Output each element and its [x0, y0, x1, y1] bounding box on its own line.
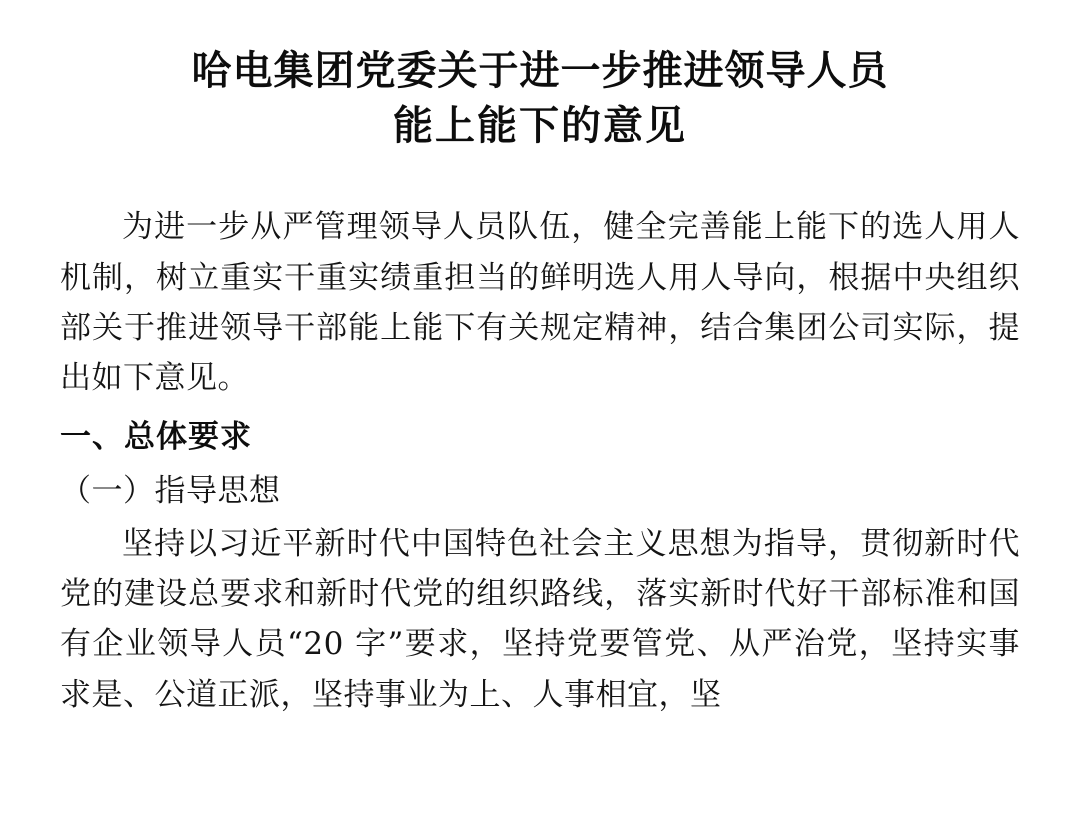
- document-body: [60, 202, 1020, 719]
- section-heading-one: 一、总体要求: [60, 419, 252, 456]
- title-line-2: 能上能下的意见: [393, 103, 687, 150]
- subsection-heading-one: （一）指导思想: [60, 473, 281, 510]
- paragraph-intro: 为进一步从严管理领导人员队伍，健全完善能上能下的选人用人机制，树立重实干重实绩重担当的鲜明选人用人导向，根据中央组织部关于推进领导干部能上能下有关规定精神，结合集团公司实际，提出如下意见。: [60, 209, 1020, 397]
- page-title: [60, 44, 1020, 154]
- paragraph-guiding-thought: 坚持以习近平新时代中国特色社会主义思想为指导，贯彻新时代党的建设总要求和新时代党的组织路线，落实新时代好干部标准和国有企业领导人员“20 字”要求，坚持党要管党、从严治党，坚持实事求是、公道正派，坚持事业为上、人事相宜，坚: [60, 525, 1020, 713]
- title-line-1: 哈电集团党委关于进一步推进领导人员: [191, 48, 889, 94]
